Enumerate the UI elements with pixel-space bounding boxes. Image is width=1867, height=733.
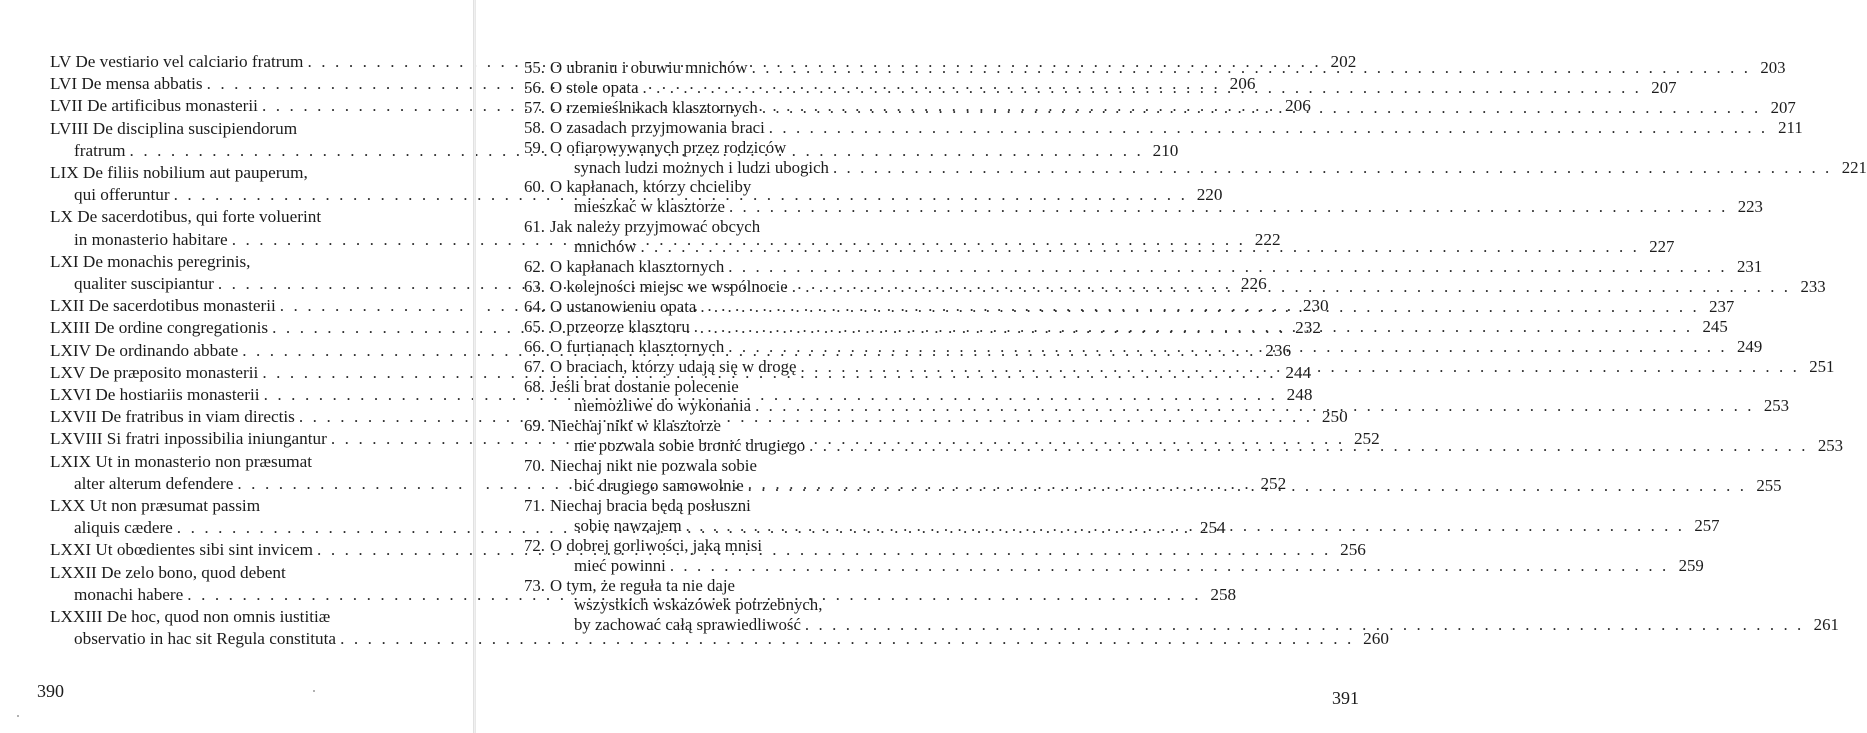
dot-leader xyxy=(751,396,1759,416)
page-ref: 252 xyxy=(1353,429,1380,449)
scan-speck xyxy=(17,715,19,717)
chapter-title: niemożliwe do wykonania xyxy=(574,396,752,416)
chapter-title: LXXII De zelo bono, quod debent xyxy=(50,562,286,582)
chapter-title: mnichów xyxy=(574,237,637,257)
chapter-title: LVIII De disciplina suscipiendorum xyxy=(50,118,298,138)
chapter-title: O kapłanach, którzy chcieliby xyxy=(550,177,752,197)
toc-entry-line xyxy=(524,536,924,556)
chapter-number: 63. xyxy=(524,276,545,296)
chapter-title: LXV De præposito monasterii xyxy=(50,362,259,382)
dot-leader xyxy=(682,516,1690,536)
toc-entry xyxy=(524,257,1763,277)
toc-entry-line xyxy=(50,451,424,473)
toc-entry-line xyxy=(50,628,1389,650)
dot-leader xyxy=(797,357,1805,377)
page-ref: 220 xyxy=(1196,185,1223,205)
toc-entry-line xyxy=(524,416,924,436)
toc-entry-line xyxy=(50,606,424,628)
chapter-title: mieć powinni xyxy=(574,555,666,575)
chapter-number: 70. xyxy=(524,456,545,476)
chapter-title: qui offeruntur xyxy=(74,185,170,205)
dot-leader xyxy=(801,615,1809,635)
page-ref: 233 xyxy=(1800,276,1826,296)
page-ref: 250 xyxy=(1321,407,1348,427)
chapter-title: LXXIII De hoc, quod non omnis iustitiæ xyxy=(50,607,331,627)
chapter-title: O ustanowieniu opata xyxy=(550,296,697,316)
toc-entry-line xyxy=(524,595,924,615)
chapter-number: 67. xyxy=(524,356,545,376)
page-ref: 222 xyxy=(1254,229,1281,249)
chapter-number: 73. xyxy=(524,575,545,595)
page-ref: 203 xyxy=(1760,58,1786,77)
page-ref: 245 xyxy=(1702,316,1728,336)
chapter-title: sobie nawzajem xyxy=(574,515,682,535)
chapter-title: LXX Ut non præsumat passim xyxy=(50,496,261,516)
chapter-title: O kolejności miejsc we wspólnocie xyxy=(550,276,788,296)
page-ref: 231 xyxy=(1737,257,1763,277)
chapter-title: LXII De sacerdotibus monasterii xyxy=(50,296,276,316)
chapter-title: O braciach, którzy udają się w drogę xyxy=(550,356,797,376)
toc-entry-line xyxy=(50,562,424,584)
toc-entry-line xyxy=(50,162,424,184)
toc-entry-line xyxy=(524,456,924,476)
toc-entry-line xyxy=(50,251,424,273)
chapter-number: 57. xyxy=(524,97,545,117)
toc-entry-line xyxy=(524,117,1803,138)
toc-entry-line xyxy=(524,217,924,237)
toc-entry-line xyxy=(524,138,924,158)
chapter-title: qualiter suscipiantur xyxy=(74,274,214,294)
page-ref: 251 xyxy=(1809,356,1835,376)
page-ref: 259 xyxy=(1678,555,1704,575)
page-ref: 253 xyxy=(1763,396,1790,416)
chapter-title: O stole opata xyxy=(550,77,639,97)
dot-leader xyxy=(744,476,1752,496)
page-ref: 254 xyxy=(1199,518,1226,538)
chapter-number: 64. xyxy=(524,296,545,316)
chapter-title: LXI De monachis peregrinis, xyxy=(50,251,251,271)
toc-entry-line xyxy=(524,615,1839,635)
chapter-title: O dobrej gorliwości, jaką mnisi xyxy=(550,535,763,555)
page-ref: 223 xyxy=(1737,197,1763,217)
chapter-number: 59. xyxy=(524,137,545,157)
dot-leader xyxy=(805,436,1813,456)
chapter-title: LXVII De fratribus in viam directis xyxy=(50,407,295,427)
dot-leader xyxy=(724,337,1732,357)
chapter-title: O ubraniu i obuwiu mnichów xyxy=(550,58,748,77)
chapter-number: 55. xyxy=(524,58,545,77)
page-number-left: 390 xyxy=(37,681,64,701)
chapter-number: 65. xyxy=(524,316,545,336)
chapter-title: LX De sacerdotibus, qui forte voluerint xyxy=(50,207,322,227)
toc-entry-line xyxy=(524,177,924,197)
chapter-title: LXVIII Si fratri inpossibilia iniungantur xyxy=(50,429,327,449)
chapter-title: mieszkać w klasztorze xyxy=(574,197,725,217)
dot-leader xyxy=(696,297,1704,317)
chapter-title: O rzemieślnikach klasztornych xyxy=(550,97,758,117)
chapter-title: O przeorze klasztoru xyxy=(550,316,690,336)
page-ref: 207 xyxy=(1651,77,1677,97)
page-ref: 244 xyxy=(1285,362,1312,382)
page-ref: 211 xyxy=(1778,117,1803,137)
dot-leader xyxy=(765,118,1773,138)
chapter-title: nie pozwala sobie bronić drugiego xyxy=(574,436,806,456)
chapter-title: LVII De artificibus monasterii xyxy=(50,96,258,116)
chapter-title: LXIV De ordinando abbate xyxy=(50,340,239,360)
dot-leader xyxy=(690,317,1698,337)
page-ref: 256 xyxy=(1340,540,1366,560)
chapter-title: observatio in hac sit Regula constituta xyxy=(74,629,337,649)
chapter-title: O ofiarowywanych przez rodziców xyxy=(550,137,787,157)
chapter-title: Niechaj bracia będą posłuszni xyxy=(550,495,751,515)
chapter-number: 68. xyxy=(524,376,545,396)
chapter-number: 60. xyxy=(524,177,545,197)
chapter-title: O tym, że reguła ta nie daje xyxy=(550,575,735,595)
page-ref: 206 xyxy=(1285,96,1311,116)
chapter-title: LV De vestiario vel calciario fratrum xyxy=(50,52,304,71)
dot-leader xyxy=(636,237,1644,257)
chapter-number: 69. xyxy=(524,416,545,436)
page-ref: 249 xyxy=(1737,336,1763,356)
page-ref: 202 xyxy=(1330,52,1357,71)
page-ref: 255 xyxy=(1756,476,1782,496)
chapter-title: LXVI De hostiariis monasterii xyxy=(50,385,260,405)
chapter-title: Niechaj nikt nie pozwala sobie xyxy=(550,456,757,476)
toc-entry-line xyxy=(524,197,1763,217)
chapter-title: O furtianach klasztornych xyxy=(550,336,725,356)
page-ref: 227 xyxy=(1649,237,1675,257)
toc-entry-line xyxy=(524,496,924,516)
dot-leader xyxy=(639,78,1647,98)
toc-entry-line xyxy=(50,206,424,228)
page-ref: 261 xyxy=(1813,615,1839,635)
page-ref: 230 xyxy=(1302,296,1329,316)
chapter-title: LXIX Ut in monasterio non præsumat xyxy=(50,451,313,471)
page-ref: 207 xyxy=(1770,97,1796,117)
dot-leader xyxy=(666,556,1674,576)
toc-entry-line xyxy=(524,396,1790,416)
page-ref: 252 xyxy=(1260,473,1287,493)
chapter-title: LXXI Ut obœdientes sibi sint invicem xyxy=(50,540,314,560)
dot-leader xyxy=(725,197,1733,217)
page-ref: 257 xyxy=(1694,515,1720,535)
chapter-number: 71. xyxy=(524,495,545,515)
chapter-title: bić drugiego samowolnie xyxy=(574,476,744,496)
toc-entry-line xyxy=(524,555,1704,576)
page-number-right: 391 xyxy=(1332,688,1359,708)
chapter-number: 56. xyxy=(524,77,545,97)
page-ref: 221 xyxy=(1841,157,1867,177)
chapter-number: 72. xyxy=(524,535,545,555)
chapter-title: aliquis cædere xyxy=(74,518,173,538)
chapter-title: O zasadach przyjmowania braci xyxy=(550,117,765,137)
chapter-title: LIX De filiis nobilium aut pauperum, xyxy=(50,163,308,183)
chapter-title: Jak należy przyjmować obcych xyxy=(550,217,761,237)
chapter-number: 58. xyxy=(524,117,545,137)
chapter-title: LVI De mensa abbatis xyxy=(50,74,203,94)
dot-leader xyxy=(788,277,1796,297)
chapter-title: alter alterum defendere xyxy=(74,473,234,493)
toc-entry-line xyxy=(50,118,424,140)
chapter-title: in monasterio habitare xyxy=(74,229,228,249)
chapter-title: synach ludzi możnych i ludzi ubogich xyxy=(574,157,829,177)
page-ref: 260 xyxy=(1363,629,1389,649)
toc-entry-line xyxy=(50,495,424,517)
scan-speck xyxy=(313,690,315,692)
dot-leader xyxy=(829,158,1837,178)
page-ref: 210 xyxy=(1152,140,1179,160)
page-ref: 226 xyxy=(1240,274,1267,294)
toc-entry-line xyxy=(524,157,1867,178)
toc-entry-line xyxy=(524,257,1763,277)
chapter-title: Niechaj nikt w klasztorze xyxy=(550,416,722,436)
chapter-number: 66. xyxy=(524,336,545,356)
dot-leader xyxy=(724,257,1732,277)
chapter-title: LXIII De ordine congregationis xyxy=(50,318,269,338)
chapter-title: by zachować całą sprawiedliwość xyxy=(574,615,801,635)
dot-leader xyxy=(748,58,1756,78)
page-ref: 248 xyxy=(1286,385,1313,405)
chapter-number: 62. xyxy=(524,257,545,277)
page-ref: 237 xyxy=(1709,296,1735,316)
page-ref: 253 xyxy=(1817,436,1844,456)
page-ref: 236 xyxy=(1265,340,1292,360)
toc-entry xyxy=(524,117,1803,138)
chapter-title: fratrum xyxy=(74,140,126,160)
dot-leader xyxy=(758,98,1766,118)
chapter-title: monachi habere xyxy=(74,584,184,604)
chapter-number: 61. xyxy=(524,217,545,237)
page-ref: 232 xyxy=(1295,318,1321,338)
toc-entry-line xyxy=(524,576,924,596)
chapter-title: Jeśli brat dostanie polecenie xyxy=(550,376,739,396)
toc-entry-line xyxy=(524,377,924,397)
chapter-title: O kapłanach klasztornych xyxy=(550,257,725,277)
page-ref: 206 xyxy=(1229,74,1256,94)
page-ref: 258 xyxy=(1210,584,1237,604)
chapter-title: wszystkich wskazówek potrzebnych, xyxy=(574,595,823,615)
